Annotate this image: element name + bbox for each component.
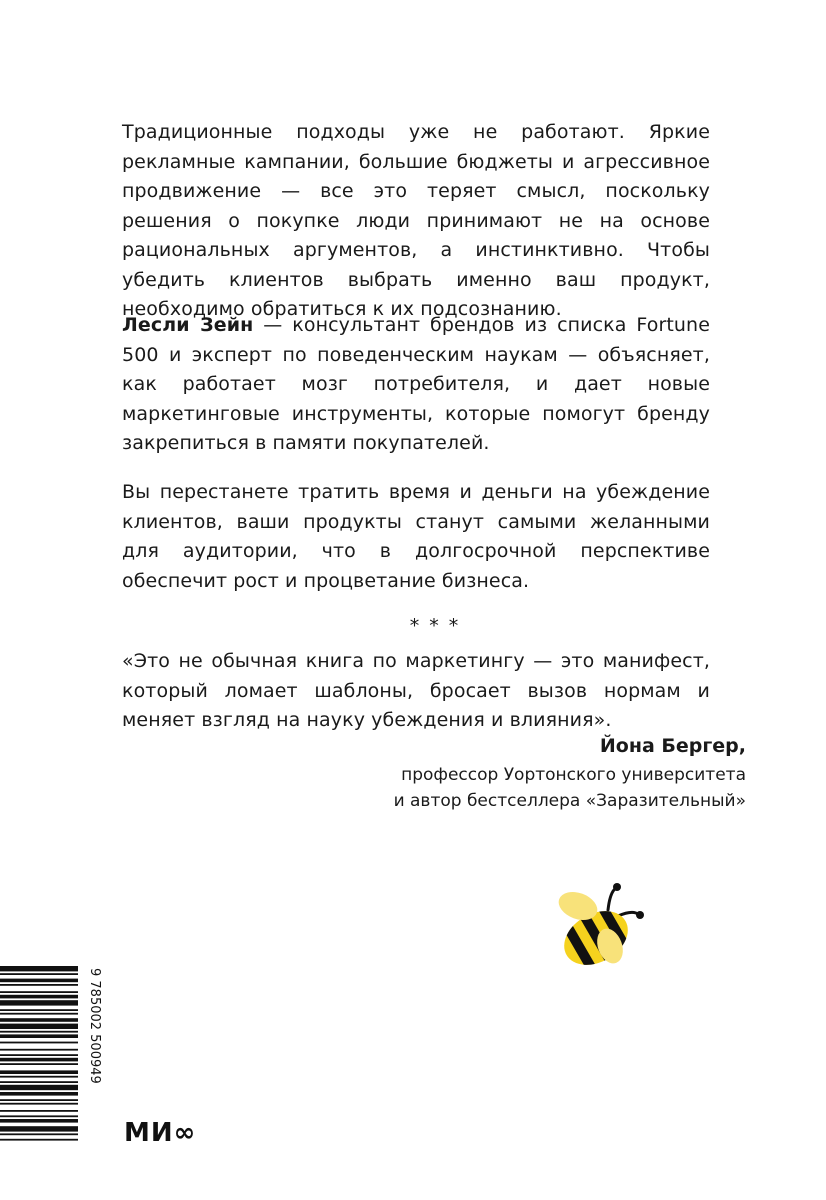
- paragraph-text: Традиционные подходы уже не работают. Яркие рекламные кампании, большие бюджеты и агрессивное продвижение — все это теряет смысл, поскольку решения о покупке люди принимают не на основе рациональных аргументов, а инстинктивно. Чтобы убедить клиентов выбрать именно ваш продукт, необходимо обратиться к их подсознанию.: [122, 121, 710, 320]
- description-paragraph-3: [122, 478, 710, 596]
- bee-icon: [552, 880, 648, 972]
- description-paragraph-1: [122, 118, 710, 325]
- quote-author-book: и автор бестселлера «Заразительный»: [393, 791, 746, 811]
- paragraph-text: Вы перестанете тратить время и деньги на убеждение клиентов, ваши продукты станут самыми желанными для аудитории, что в долгосрочной перспективе обеспечит рост и процветание бизнеса.: [122, 481, 710, 592]
- isbn-number: 9 785002 500949: [87, 968, 102, 1084]
- quote-author-title: профессор Уортонского университета: [401, 765, 746, 785]
- barcode: [0, 966, 78, 1190]
- paragraph-text: [122, 311, 710, 459]
- author-name: Лесли Зейн: [122, 314, 254, 336]
- publisher-logo: МИ∞: [124, 1118, 197, 1148]
- quote-block: [122, 647, 710, 736]
- description-paragraph-2: [122, 311, 710, 459]
- quote-text: «Это не обычная книга по маркетингу — это манифест, который ломает шаблоны, бросает вызов нормам и меняет взгляд на науку убеждения и влияния».: [122, 650, 710, 731]
- quote-author: Йона Бергер,: [599, 735, 746, 757]
- paragraph-rest: — консультант брендов из списка Fortune 500 и эксперт по поведенческим наукам — объясняет, как работает мозг потребителя, и дает новые маркетинговые инструменты, которые помогут бренду закрепиться в памяти покупателей.: [122, 314, 710, 454]
- section-separator: * * *: [409, 615, 461, 637]
